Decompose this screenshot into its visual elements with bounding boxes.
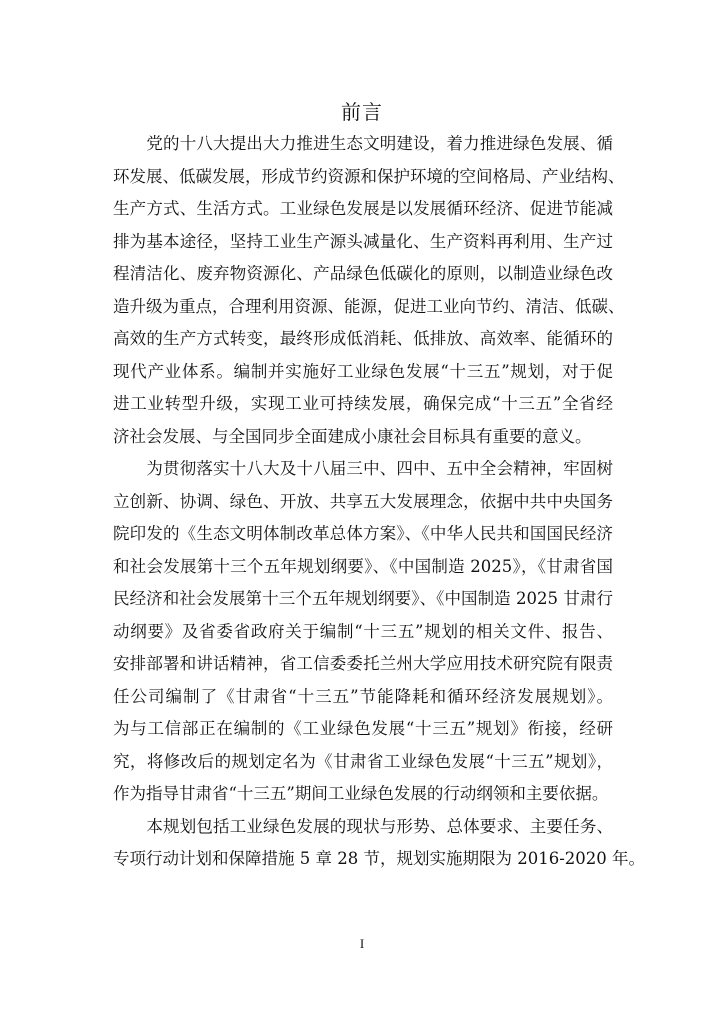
text-line: 院印发的《生态文明体制改革总体方案》、《中华人民共和国国民经济 xyxy=(113,524,613,543)
text-line: 立创新、协调、绿色、开放、共享五大发展理念，依据中共中央国务 xyxy=(113,491,613,511)
text-line: 程清洁化、废弃物资源化、产品绿色低碳化的原则，以制造业绿色改 xyxy=(113,264,613,283)
paragraph-2 xyxy=(113,453,613,811)
text-line: 任公司编制了《甘肃省“十三五”节能降耗和循环经济发展规划》。 xyxy=(113,686,613,706)
text-line: 本规划包括工业绿色发展的现状与形势、总体要求、主要任务、 xyxy=(113,816,613,836)
paragraph-3 xyxy=(113,811,646,876)
paragraph-1 xyxy=(113,128,625,453)
text-line: 和社会发展第十三个五年规划纲要》、《中国制造 2025》，《甘肃省国 xyxy=(113,556,613,576)
text-line: 民经济和社会发展第十三个五年规划纲要》、《中国制造 2025 甘肃行 xyxy=(113,589,613,608)
page-title: 前言 xyxy=(341,100,383,124)
text-line: 动纲要》及省委省政府关于编制“十三五”规划的相关文件、报告、 xyxy=(113,621,613,641)
text-line: 为与工信部正在编制的《工业绿色发展“十三五”规划》衔接，经研 xyxy=(113,719,613,738)
text-line: 济社会发展、与全国同步全面建成小康社会目标具有重要的意义。 xyxy=(113,426,592,446)
text-line: 安排部署和讲话精神，省工信委委托兰州大学应用技术研究院有限责 xyxy=(113,654,613,673)
text-line: 党的十八大提出大力推进生态文明建设，着力推进绿色发展、循 xyxy=(113,134,613,153)
text-line: 专项行动计划和保障措施 5 章 28 节，规划实施期限为 2016-2020 年。 xyxy=(113,849,646,868)
page-number: I xyxy=(359,936,365,951)
text-line: 造升级为重点，合理利用资源、能源，促进工业向节约、清洁、低碳、 xyxy=(113,296,625,316)
text-line: 生产方式、生活方式。工业绿色发展是以发展循环经济、促进节能减 xyxy=(113,199,613,218)
document-body xyxy=(113,128,646,876)
text-line: 进工业转型升级，实现工业可持续发展，确保完成“十三五”全省经 xyxy=(113,394,613,413)
text-line: 排为基本途径，坚持工业生产源头减量化、生产资料再利用、生产过 xyxy=(113,231,613,251)
text-line: 现代产业体系。编制并实施好工业绿色发展“十三五”规划，对于促 xyxy=(113,361,613,381)
text-line: 究，将修改后的规划定名为《甘肃省工业绿色发展“十三五”规划》， xyxy=(113,751,613,771)
text-line: 高效的生产方式转变，最终形成低消耗、低排放、高效率、能循环的 xyxy=(113,329,613,348)
text-line: 环发展、低碳发展，形成节约资源和保护环境的空间格局、产业结构、 xyxy=(113,166,625,186)
text-line: 为贯彻落实十八大及十八届三中、四中、五中全会精神，牢固树 xyxy=(113,459,613,478)
text-line: 作为指导甘肃省“十三五”期间工业绿色发展的行动纲领和主要依据。 xyxy=(113,784,609,803)
